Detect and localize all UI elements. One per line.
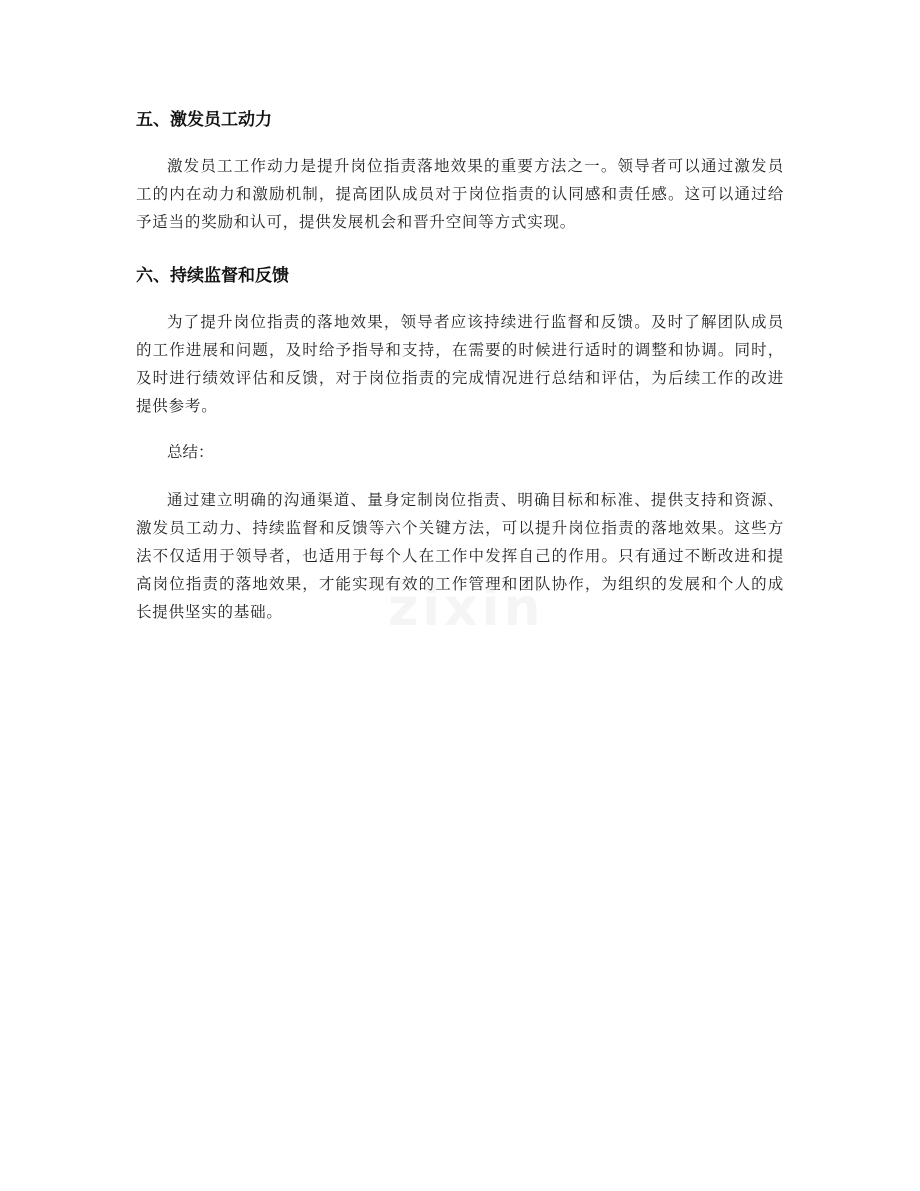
section-6 [136,256,784,420]
section-6-heading: 六、持续监督和反馈 [136,266,289,286]
section-5-heading: 五、激发员工动力 [136,110,272,130]
watermark: zixin [388,578,545,638]
summary-label: 总结： [167,443,214,461]
section-5 [136,100,784,236]
section-6-paragraph: 为了提升岗位指责的落地效果，领导者应该持续进行监督和反馈。及时了解团队成员的工作进展和问题，及时给予指导和支持，在需要的时候进行适时的调整和协调。同时，及时进行绩效评估和反馈，对于岗位指责的完成情况进行总结和评估，为后续工作的改进提供参考。 [136,313,784,415]
summary-section [136,438,784,626]
summary-paragraph: 通过建立明确的沟通渠道、量身定制岗位指责、明确目标和标准、提供支持和资源、激发员工动力、持续监督和反馈等六个关键方法，可以提升岗位指责的落地效果。这些方法不仅适用于领导者，也适用于每个人在工作中发挥自己的作用。只有通过不断改进和提高岗位指责的落地效果，才能实现有效的工作管理和团队协作，为组织的发展和个人的成长提供坚实的基础。 [136,491,784,621]
section-5-paragraph: 激发员工工作动力是提升岗位指责落地效果的重要方法之一。领导者可以通过激发员工的内在动力和激励机制，提高团队成员对于岗位指责的认同感和责任感。这可以通过给予适当的奖励和认可，提供发展机会和晋升空间等方式实现。 [136,157,784,231]
